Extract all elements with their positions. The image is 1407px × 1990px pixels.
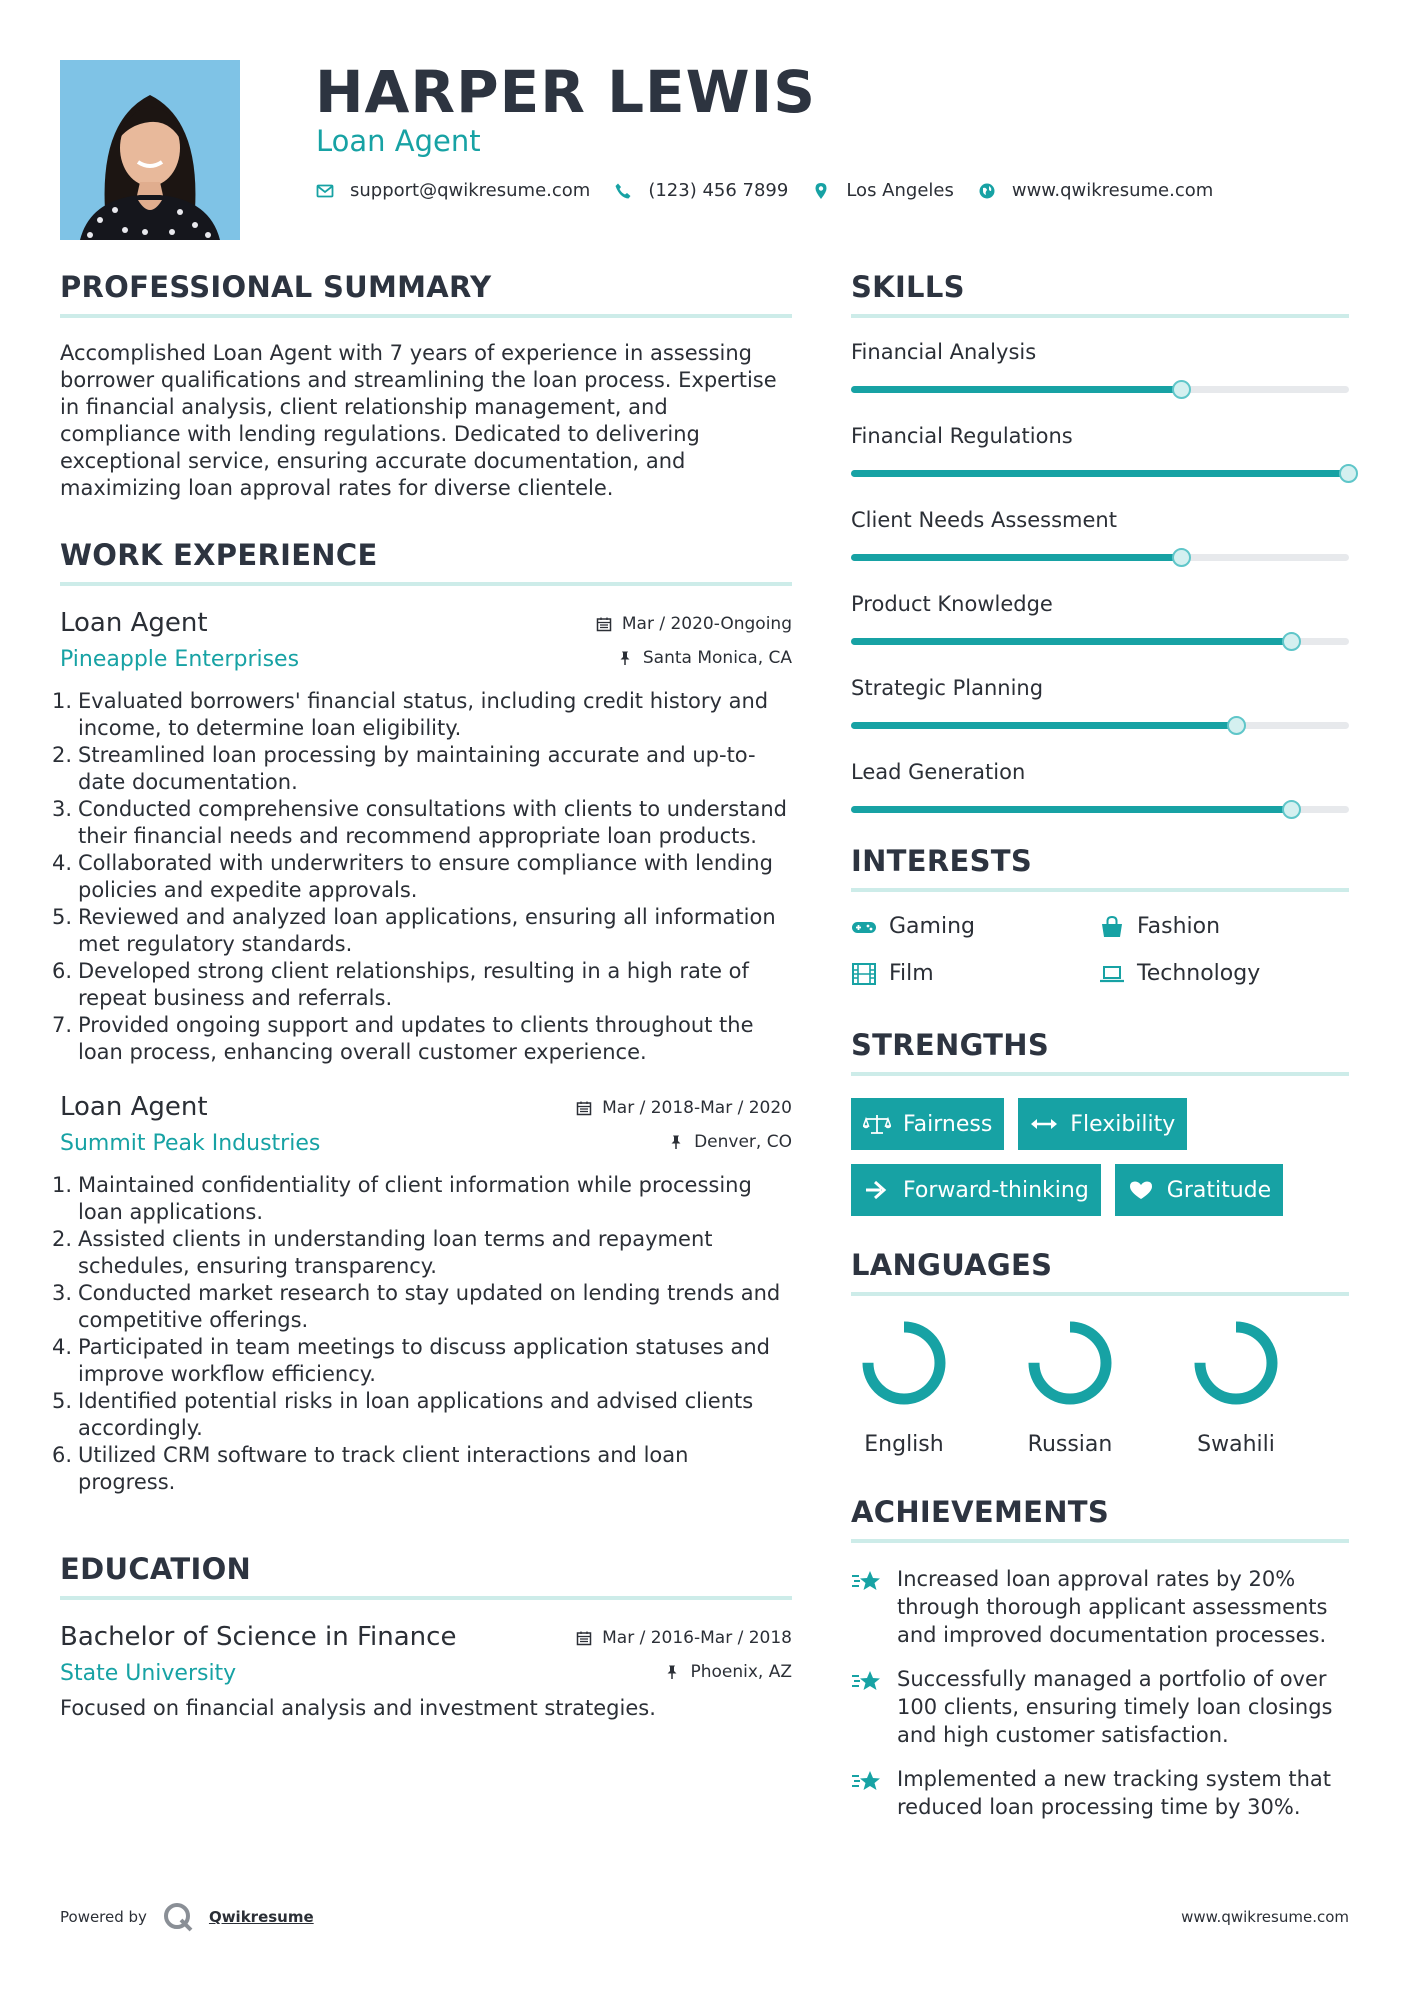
skill-item bbox=[851, 760, 1349, 813]
balance-scale-icon bbox=[863, 1113, 891, 1135]
strength-label: Flexibility bbox=[1070, 1111, 1176, 1137]
interest-item bbox=[851, 914, 1099, 939]
job-company: Pineapple Enterprises bbox=[60, 647, 300, 672]
left-column bbox=[52, 270, 792, 1720]
languages-list bbox=[851, 1318, 1349, 1457]
pushpin-icon bbox=[668, 1134, 684, 1150]
language-name: Swahili bbox=[1197, 1432, 1275, 1457]
skill-bar-fill bbox=[851, 554, 1182, 561]
skill-bar bbox=[851, 470, 1349, 477]
candidate-name: HARPER LEWIS bbox=[315, 58, 816, 126]
contact-bar bbox=[316, 180, 1237, 201]
contact-location: Los Angeles bbox=[846, 180, 954, 201]
skill-name: Client Needs Assessment bbox=[851, 508, 1117, 532]
candidate-title: Loan Agent bbox=[316, 124, 481, 158]
skill-name: Strategic Planning bbox=[851, 676, 1044, 700]
skill-bar bbox=[851, 638, 1349, 645]
achievement-text: Successfully managed a portfolio of over 100 clients, ensuring timely loan closings and high customer satisfaction. bbox=[897, 1667, 1333, 1747]
job-date bbox=[596, 614, 792, 634]
strength-label: Fairness bbox=[903, 1111, 993, 1137]
education-date-text: Mar / 2016-Mar / 2018 bbox=[602, 1628, 792, 1648]
pushpin-icon bbox=[664, 1664, 680, 1680]
footer-website[interactable]: www.qwikresume.com bbox=[1181, 1908, 1349, 1926]
strength-label: Gratitude bbox=[1166, 1177, 1272, 1203]
arrows-horizontal-icon bbox=[1030, 1113, 1058, 1135]
right-column bbox=[851, 270, 1349, 1837]
heart-icon bbox=[1127, 1179, 1155, 1201]
envelope-icon bbox=[316, 182, 334, 200]
pushpin-icon bbox=[617, 650, 633, 666]
skill-bar bbox=[851, 386, 1349, 393]
star-icon bbox=[851, 1667, 883, 1697]
job-date bbox=[576, 1098, 792, 1118]
job-bullets bbox=[52, 688, 792, 1066]
skill-bar-knob bbox=[1282, 632, 1301, 651]
interest-label: Film bbox=[889, 961, 934, 986]
job-date-text: Mar / 2020-Ongoing bbox=[621, 614, 792, 634]
calendar-icon bbox=[576, 1630, 592, 1646]
skill-name: Product Knowledge bbox=[851, 592, 1053, 616]
skill-bar bbox=[851, 554, 1349, 561]
skills-heading: SKILLS bbox=[851, 270, 1349, 318]
interest-label: Fashion bbox=[1137, 914, 1221, 939]
job-bullet: 4. Participated in team meetings to discuss application statuses and improve workflow efficiency. bbox=[52, 1335, 770, 1386]
skill-item bbox=[851, 676, 1349, 729]
skill-bar-knob bbox=[1227, 716, 1246, 735]
strength-label: Forward-thinking bbox=[903, 1177, 1089, 1203]
language-ring bbox=[1025, 1318, 1115, 1408]
strength-chip bbox=[851, 1164, 1101, 1216]
education-heading: EDUCATION bbox=[60, 1552, 792, 1600]
interest-label: Technology bbox=[1137, 961, 1261, 986]
contact-website[interactable]: www.qwikresume.com bbox=[1011, 180, 1214, 201]
education-date bbox=[576, 1628, 792, 1648]
skill-item bbox=[851, 508, 1349, 561]
language-item bbox=[1191, 1318, 1281, 1457]
strength-chip bbox=[1018, 1098, 1187, 1150]
language-name: Russian bbox=[1027, 1432, 1113, 1457]
achievements-heading: ACHIEVEMENTS bbox=[851, 1495, 1349, 1543]
language-ring bbox=[859, 1318, 949, 1408]
interest-item bbox=[851, 961, 1099, 986]
strengths-list bbox=[851, 1098, 1351, 1216]
skill-bar-fill bbox=[851, 806, 1292, 813]
language-ring-arc bbox=[1200, 1327, 1272, 1399]
job-location bbox=[617, 648, 792, 668]
skill-name: Financial Analysis bbox=[851, 340, 1037, 364]
job-bullet: 1. Evaluated borrowers' financial status, including credit history and income, to determine loan eligibility. bbox=[52, 689, 769, 740]
star-icon bbox=[851, 1567, 883, 1597]
language-ring-arc bbox=[1034, 1327, 1106, 1399]
job-bullet: 5. Identified potential risks in loan applications and advised clients accordingly. bbox=[52, 1389, 754, 1440]
summary-heading: PROFESSIONAL SUMMARY bbox=[60, 270, 792, 318]
language-name: English bbox=[864, 1432, 944, 1457]
strength-chip bbox=[1115, 1164, 1283, 1216]
map-pin-icon bbox=[812, 182, 830, 200]
job-bullet: 3. Conducted market research to stay updated on lending trends and competitive offerings. bbox=[52, 1281, 781, 1332]
job-title: Loan Agent bbox=[60, 608, 208, 638]
job-bullets bbox=[52, 1172, 792, 1496]
qwikresume-logo-icon bbox=[161, 1900, 195, 1934]
skill-bar-fill bbox=[851, 470, 1349, 477]
achievement-item bbox=[851, 1765, 1349, 1821]
profile-photo bbox=[60, 60, 240, 240]
skill-bar bbox=[851, 806, 1349, 813]
arrow-right-icon bbox=[863, 1179, 891, 1201]
shopping-bag-icon bbox=[1099, 915, 1125, 939]
job-bullet: 6. Utilized CRM software to track client interactions and loan progress. bbox=[52, 1443, 689, 1494]
skill-item bbox=[851, 592, 1349, 645]
skills-list bbox=[851, 340, 1349, 813]
job-entry bbox=[52, 1092, 792, 1496]
job-title: Loan Agent bbox=[60, 1092, 208, 1122]
skill-bar-fill bbox=[851, 386, 1182, 393]
brand-link[interactable]: Qwikresume bbox=[208, 1908, 314, 1926]
calendar-icon bbox=[576, 1100, 592, 1116]
languages-heading: LANGUAGES bbox=[851, 1248, 1349, 1296]
skill-bar-knob bbox=[1172, 380, 1191, 399]
job-bullet: 3. Conducted comprehensive consultations with clients to understand their financial needs and recommend appropriate loan products. bbox=[52, 797, 787, 848]
education-description: Focused on financial analysis and investment strategies. bbox=[60, 1696, 656, 1720]
powered-by-label: Powered by bbox=[60, 1908, 147, 1926]
strengths-heading: STRENGTHS bbox=[851, 1028, 1349, 1076]
job-bullet: 6. Developed strong client relationships, resulting in a high rate of repeat business and referrals. bbox=[52, 959, 749, 1010]
job-company: Summit Peak Industries bbox=[60, 1131, 321, 1156]
achievement-text: Implemented a new tracking system that reduced loan processing time by 30%. bbox=[897, 1767, 1332, 1819]
education-school: State University bbox=[60, 1661, 237, 1686]
interest-item bbox=[1099, 914, 1349, 939]
job-location-text: Santa Monica, CA bbox=[642, 648, 792, 668]
skill-bar-fill bbox=[851, 722, 1237, 729]
calendar-icon bbox=[596, 616, 612, 632]
interests-list bbox=[851, 914, 1349, 986]
skill-item bbox=[851, 424, 1349, 477]
education-degree: Bachelor of Science in Finance bbox=[60, 1622, 457, 1652]
job-location-text: Denver, CO bbox=[694, 1132, 792, 1152]
strength-chip bbox=[851, 1098, 1004, 1150]
star-icon bbox=[851, 1767, 883, 1797]
phone-icon bbox=[614, 182, 632, 200]
laptop-icon bbox=[1099, 962, 1125, 986]
language-ring bbox=[1191, 1318, 1281, 1408]
gamepad-icon bbox=[851, 915, 877, 939]
skill-bar-fill bbox=[851, 638, 1292, 645]
language-ring-arc bbox=[868, 1327, 940, 1399]
skill-bar-knob bbox=[1282, 800, 1301, 819]
education-entry bbox=[60, 1622, 792, 1720]
skill-bar-knob bbox=[1172, 548, 1191, 567]
contact-phone[interactable]: (123) 456 7899 bbox=[648, 180, 789, 201]
skill-name: Lead Generation bbox=[851, 760, 1026, 784]
experience-heading: WORK EXPERIENCE bbox=[60, 538, 792, 586]
summary-text: Accomplished Loan Agent with 7 years of experience in assessing borrower qualifications and streamlining the loan process. Expertise in financial analysis, client relationship management, and compliance with lending regulations. Dedicated to delivering exceptional service, ensuring accurate documentation, and maximizing loan approval rates for diverse clientele. bbox=[60, 341, 777, 500]
job-date-text: Mar / 2018-Mar / 2020 bbox=[602, 1098, 792, 1118]
job-bullet: 5. Reviewed and analyzed loan applications, ensuring all information met regulatory standards. bbox=[52, 905, 776, 956]
contact-email[interactable]: support@qwikresume.com bbox=[350, 180, 591, 201]
interest-item bbox=[1099, 961, 1349, 986]
job-location bbox=[668, 1132, 792, 1152]
language-item bbox=[1025, 1318, 1115, 1457]
film-icon bbox=[851, 962, 877, 986]
achievement-item bbox=[851, 1665, 1349, 1749]
skill-bar-knob bbox=[1339, 464, 1358, 483]
job-bullet: 4. Collaborated with underwriters to ensure compliance with lending policies and expedite approvals. bbox=[52, 851, 773, 902]
skill-bar bbox=[851, 722, 1349, 729]
job-entry bbox=[52, 608, 792, 1066]
job-bullet: 7. Provided ongoing support and updates to clients throughout the loan process, enhancing overall customer experience. bbox=[52, 1013, 754, 1064]
skill-item bbox=[851, 340, 1349, 393]
education-location bbox=[664, 1662, 792, 1682]
achievements-list bbox=[851, 1565, 1349, 1821]
job-bullet: 1. Maintained confidentiality of client information while processing loan applications. bbox=[52, 1173, 752, 1224]
globe-icon bbox=[978, 182, 996, 200]
footer-powered-by bbox=[60, 1900, 314, 1934]
job-bullet: 2. Streamlined loan processing by maintaining accurate and up-to-date documentation. bbox=[52, 743, 756, 794]
job-bullet: 2. Assisted clients in understanding loan terms and repayment schedules, ensuring transparency. bbox=[52, 1227, 713, 1278]
achievement-text: Increased loan approval rates by 20% through thorough applicant assessments and improved documentation processes. bbox=[897, 1567, 1328, 1647]
interest-label: Gaming bbox=[889, 914, 975, 939]
interests-heading: INTERESTS bbox=[851, 844, 1349, 892]
achievement-item bbox=[851, 1565, 1349, 1649]
education-location-text: Phoenix, AZ bbox=[690, 1662, 792, 1682]
skill-name: Financial Regulations bbox=[851, 424, 1073, 448]
language-item bbox=[859, 1318, 949, 1457]
